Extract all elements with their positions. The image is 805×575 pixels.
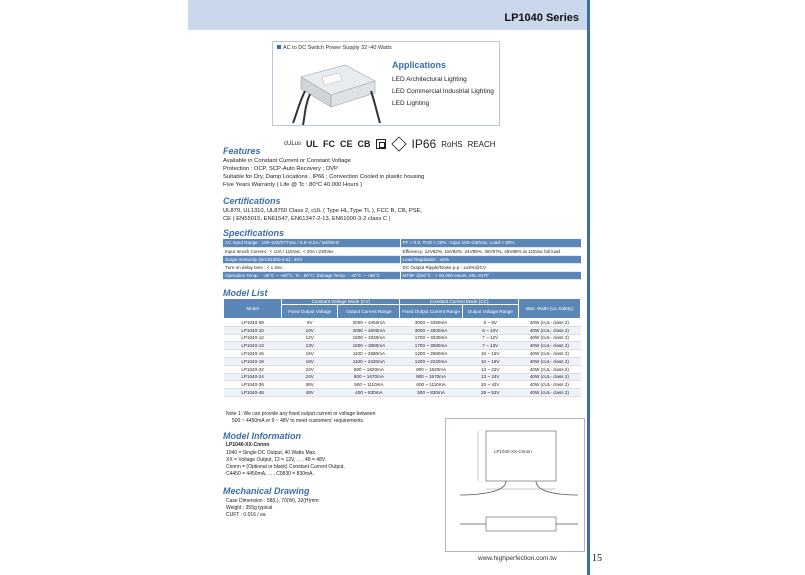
spec-cell: MTBF @60°C : > 50,000 Hours, MIL-217F (400, 271, 581, 279)
specifications-table (223, 239, 581, 280)
bullet-square-icon (277, 45, 281, 49)
spec-cell: Efficiency: 12V82%, 15V83%, 24V85%, 36V87%, 48V88% at 115Vac full load (400, 247, 581, 255)
model-cell: 40W (cUL- class 2) (518, 357, 580, 365)
model-cell: 7 ~ 13V (462, 342, 518, 350)
table-row (224, 350, 581, 358)
model-info-line: C4450 = 4450mA, ... , C0830 = 830mA. (226, 471, 314, 477)
model-info-line: XX = Voltage Output, 12 = 12V, ... , 48 = 48V (226, 457, 326, 463)
spec-cell: Surge Immunity (IEC61000-4-5) : 4KV (223, 255, 400, 263)
model-cell: 900 ~ 1820mA (400, 365, 462, 373)
mechanical-line: CUFT : 0.016 / ea (226, 512, 266, 518)
model-cell: 13 ~ 22V (462, 365, 518, 373)
table-row (224, 365, 581, 373)
footer-rule (445, 551, 585, 552)
cv-header: Constant Voltage Mode (CV) (282, 299, 400, 305)
model-cell: 26 ~ 52V (462, 389, 518, 397)
feature-line: Available in Constant Current or Constant Voltage (223, 158, 351, 164)
model-cell: 10 ~ 15V (462, 350, 518, 358)
model-cell: 20 ~ 42V (462, 381, 518, 389)
product-box (272, 41, 500, 126)
cv-current-header: Output Current Range (338, 305, 400, 319)
model-cell: 40W (cUL- class 2) (518, 334, 580, 342)
feature-line: Protection : OCP, SCP-Auto Recovery ; OVP (223, 166, 338, 172)
model-cell: 40W (cUL- class 2) (518, 365, 580, 373)
drawing-label: LP1040-XX-Cnnnn (494, 449, 532, 454)
table-row (224, 319, 581, 327)
certifications-title: Certifications (223, 196, 281, 206)
model-cell: 13 ~ 24V (462, 373, 518, 381)
model-cell: LP1040-48 (224, 389, 282, 397)
pse-diamond-icon (391, 136, 407, 152)
table-row (224, 357, 581, 365)
model-cell: 36V (282, 381, 338, 389)
model-cell: 1700 ~ 3330mA (400, 334, 462, 342)
application-item: LED Commercial Industrial Lighting (392, 88, 494, 95)
rohs-mark: RoHS (441, 139, 463, 149)
model-cell: 15V (282, 350, 338, 358)
footer-url[interactable]: www.highperfection.com.tw (478, 555, 557, 562)
feature-line: Suitable for Dry, Damp Locations , IP66 ; Convection Cooled in plastic housing (223, 174, 425, 180)
model-cell: 400 ~ 830mA (338, 389, 400, 397)
model-cell: 6 ~ 9V (462, 319, 518, 327)
model-cell: 2000 ~ 4450mA (338, 319, 400, 327)
feature-line: Five Years Warranty ( Life @ Tc : 80°C 40.000 Hours ) (223, 182, 363, 188)
spec-row (223, 239, 581, 247)
model-cell: LP1040-36 (224, 381, 282, 389)
table-row (224, 326, 581, 334)
model-cell: LP1040-12 (224, 334, 282, 342)
model-code: LP1040-XX-Cnnnn (226, 442, 270, 448)
mechanical-line: Case Dimension : 58(L), 70(W), 32(H)mm (226, 498, 319, 504)
model-cell: 800 ~ 1670mA (338, 373, 400, 381)
certification-line: CE ( EN55015, EN61547, EN61347-2-13, EN61000-3-2 class C ) (223, 216, 391, 222)
spec-cell: PF > 0.9, THD < 20% : Input 100~230Vac, Load > 80% (400, 239, 581, 247)
model-information-title: Model Information (223, 431, 301, 441)
model-cell: LP1040-10 (224, 326, 282, 334)
spec-cell: Input Inrush Current : < 10A / 115Vac, < 20A / 230Vac (223, 247, 400, 255)
ip66-mark: IP66 (411, 137, 437, 151)
model-cell: 40W (cUL- class 2) (518, 389, 580, 397)
product-caption (277, 45, 392, 51)
model-cell: 500 ~ 1110mA (338, 381, 400, 389)
model-list-table (223, 298, 581, 397)
product-caption-text: AC to DC Switch Power Supply 32~40 Watts (283, 45, 392, 51)
application-item: LED Architectural Lighting (392, 76, 467, 83)
model-cell: 40W (cUL- class 2) (518, 326, 580, 334)
model-cell: 1100 ~ 2220mA (338, 357, 400, 365)
model-cell: 13V (282, 342, 338, 350)
model-cell: 500 ~ 830mA (400, 389, 462, 397)
model-cell: 2000 ~ 4000mA (338, 326, 400, 334)
model-cell: 9V (282, 319, 338, 327)
spec-row (223, 271, 581, 279)
certification-marks (284, 135, 496, 153)
model-cell: 1200 ~ 2660mA (400, 350, 462, 358)
certification-line: UL879, UL1310, UL8750 Class 2, cUL ( Type HL,Type TL ), FCC B, CB, PSE, (223, 208, 423, 214)
model-cell: LP1040-18 (224, 357, 282, 365)
cv-voltage-header: Fixed Output Voltage (282, 305, 338, 319)
table-row (224, 373, 581, 381)
features-title: Features (223, 146, 261, 156)
mechanical-drawing (445, 418, 585, 552)
spec-cell: AC Input Range : 100~240/277Vac / 0.5~0.2A / 50/60Hz (223, 239, 400, 247)
model-cell: 10V (282, 326, 338, 334)
model-cell: LP1040-15 (224, 350, 282, 358)
mechanical-line: Weight : 355g typical (226, 505, 273, 511)
model-cell: 48V (282, 389, 338, 397)
model-header: Model (224, 299, 282, 319)
mechanical-drawing-title: Mechanical Drawing (223, 486, 310, 496)
model-cell: 3000 ~ 4000mA (400, 326, 462, 334)
model-cell: 40W (cUL- class 2) (518, 319, 580, 327)
reach-mark: REACH (467, 139, 496, 149)
model-cell: 40W (cUL- class 2) (518, 373, 580, 381)
model-cell: 24V (282, 373, 338, 381)
table-row (224, 334, 581, 342)
mechanical-drawing-svg (446, 419, 584, 551)
model-cell: 1200 ~ 2220mA (400, 357, 462, 365)
spec-cell: Operation Temp. : -40°C ~ +60°C, Tc : 80°C; Storage Temp. : -40°C ~ +85°C (223, 271, 400, 279)
spec-row (223, 263, 581, 271)
model-cell: 22V (282, 365, 338, 373)
model-cell: 10 ~ 18V (462, 357, 518, 365)
header-band (188, 0, 587, 30)
model-cell: 1600 ~ 3330mA (338, 334, 400, 342)
spec-cell: DC Output Ripple/Noise p-p : ±15%@CV (400, 263, 581, 271)
cb-mark: CB (357, 139, 371, 149)
model-cell: 6 ~ 10V (462, 326, 518, 334)
ul-mark: UL (306, 139, 319, 149)
model-cell: 7 ~ 12V (462, 334, 518, 342)
model-note: Note 1: We can provide any fixed output current or voltage between (226, 411, 376, 417)
max-watts-header: Max. Watts (UL Safety) (518, 299, 580, 319)
model-cell: 1700 ~ 3080mA (400, 342, 462, 350)
model-cell: 800 ~ 1820mA (338, 365, 400, 373)
model-info-line: 1040 = Single DC Output, 40 Watts Max. (226, 450, 317, 456)
model-cell: 40W (cUL- class 2) (518, 381, 580, 389)
model-note: 500 ~ 4450mA or 9 ~ 48V to meet customers' requirements. (232, 418, 365, 424)
table-row (224, 342, 581, 350)
spec-row (223, 255, 581, 263)
model-cell: 1600 ~ 3080mA (338, 342, 400, 350)
applications-title: Applications (392, 60, 447, 70)
model-cell: 3000 ~ 4450mA (400, 319, 462, 327)
model-cell: LP1040-22 (224, 365, 282, 373)
cul-us-mark: cULus (284, 141, 302, 147)
page-edge-bar (587, 0, 590, 575)
model-cell: LP1040-09 (224, 319, 282, 327)
model-cell: 12V (282, 334, 338, 342)
model-cell: 40W (cUL- class 2) (518, 350, 580, 358)
page-number: 15 (592, 553, 602, 564)
model-cell: LP1040-13 (224, 342, 282, 350)
power-supply-photo (283, 55, 383, 125)
model-info-line: Cnnnn = (Optional or blank) Constant Current Output, (226, 464, 345, 470)
table-row (224, 389, 581, 397)
model-cell: 40W (cUL- class 2) (518, 342, 580, 350)
cc-header: Constant Current Mode (CC) (400, 299, 518, 305)
fcc-mark: FC (323, 139, 336, 149)
table-row (224, 381, 581, 389)
model-list-title: Model List (223, 288, 268, 298)
model-cell: 1100 ~ 2660mA (338, 350, 400, 358)
ce-mark: CE (340, 139, 353, 149)
class-two-icon (376, 139, 386, 149)
cc-current-header: Fixed Output Current Range (400, 305, 462, 319)
cc-voltage-header: Output Voltage Range (462, 305, 518, 319)
model-cell: LP1040-24 (224, 373, 282, 381)
spec-cell: Turn on delay time : < 1 Sec. (223, 263, 400, 271)
specifications-title: Specifications (223, 228, 285, 238)
model-cell: 900 ~ 1670mA (400, 373, 462, 381)
spec-row (223, 247, 581, 255)
spec-cell: Load Regulation : ±5% (400, 255, 581, 263)
model-cell: 18V (282, 357, 338, 365)
series-title: LP1040 Series (504, 12, 579, 24)
application-item: LED Lighting (392, 100, 430, 107)
model-cell: 600 ~ 1110mA (400, 381, 462, 389)
